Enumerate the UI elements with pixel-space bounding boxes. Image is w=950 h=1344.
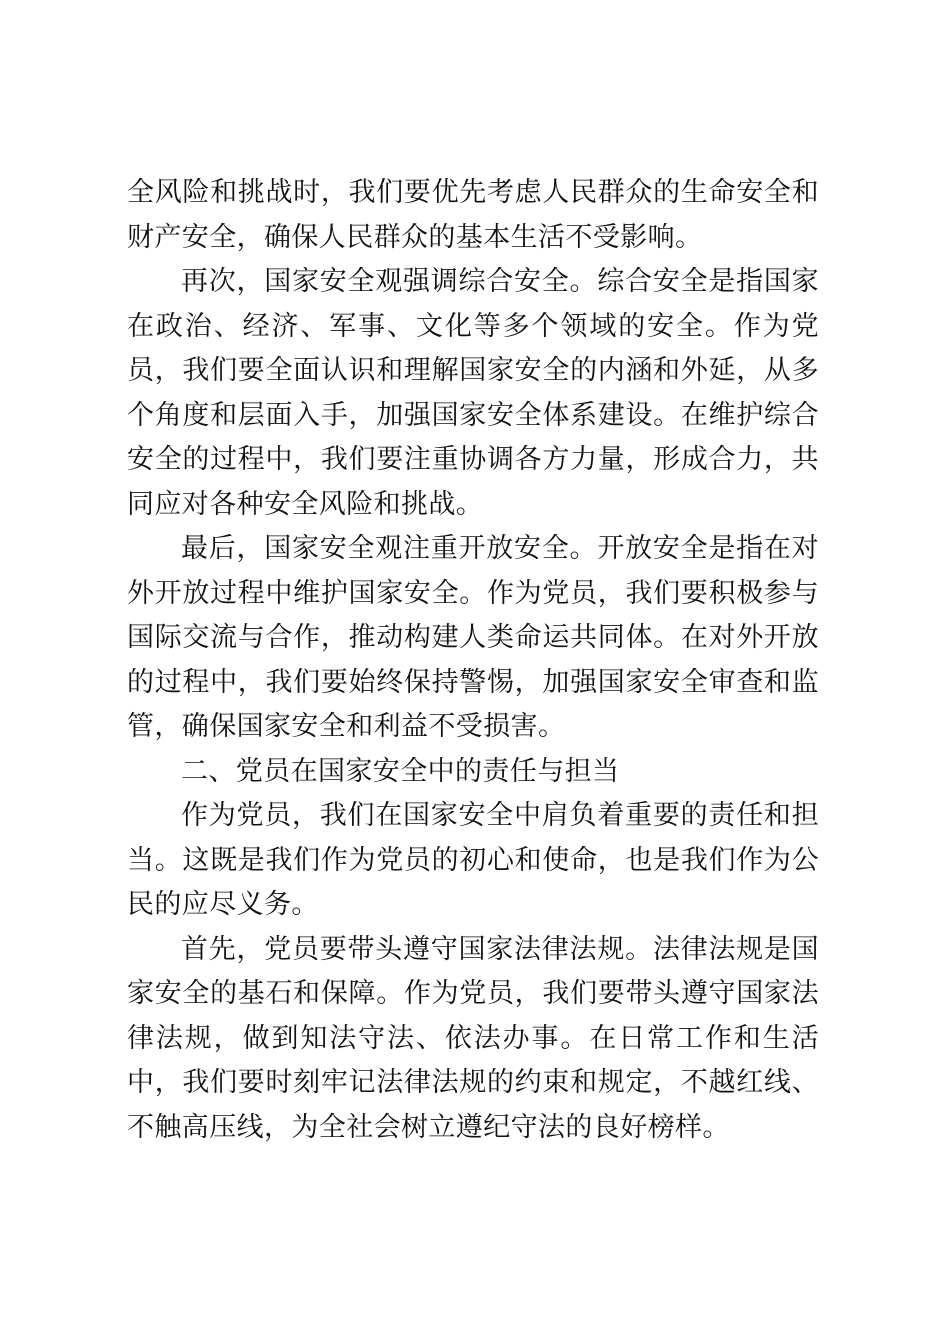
paragraph-continuation: 全风险和挑战时，我们要优先考虑人民群众的生命安全和财产安全，确保人民群众的基本生活不受影响。 [127,177,819,253]
document-body [127,171,819,1150]
section-heading: 二、党员在国家安全中的责任与担当 [181,755,620,787]
paragraph-responsibility-intro: 作为党员，我们在国家安全中肩负着重要的责任和担当。这既是我们作为党员的初心和使命，也是我们作为公民的应尽义务。 [127,800,819,920]
paragraph-open-security: 最后，国家安全观注重开放安全。开放安全是指在对外开放过程中维护国家安全。作为党员，我们要积极参与国际交流与合作，推动构建人类命运共同体。在对外开放的过程中，我们要始终保持警惕，加强国家安全审查和监管，确保国家安全和利益不受损害。 [127,533,819,742]
paragraph-obey-laws: 首先，党员要带头遵守国家法律法规。法律法规是国家安全的基石和保障。作为党员，我们要带头遵守国家法律法规，做到知法守法、依法办事。在日常工作和生活中，我们要时刻牢记法律法规的约束和规定，不越红线、不触高压线，为全社会树立遵纪守法的良好榜样。 [127,933,819,1143]
paragraph-comprehensive-security: 再次，国家安全观强调综合安全。综合安全是指国家在政治、经济、军事、文化等多个领域的安全。作为党员，我们要全面认识和理解国家安全的内涵和外延，从多个角度和层面入手，加强国家安全体系建设。在维护综合安全的过程中，我们要注重协调各方力量，形成合力，共同应对各种安全风险和挑战。 [127,266,819,520]
